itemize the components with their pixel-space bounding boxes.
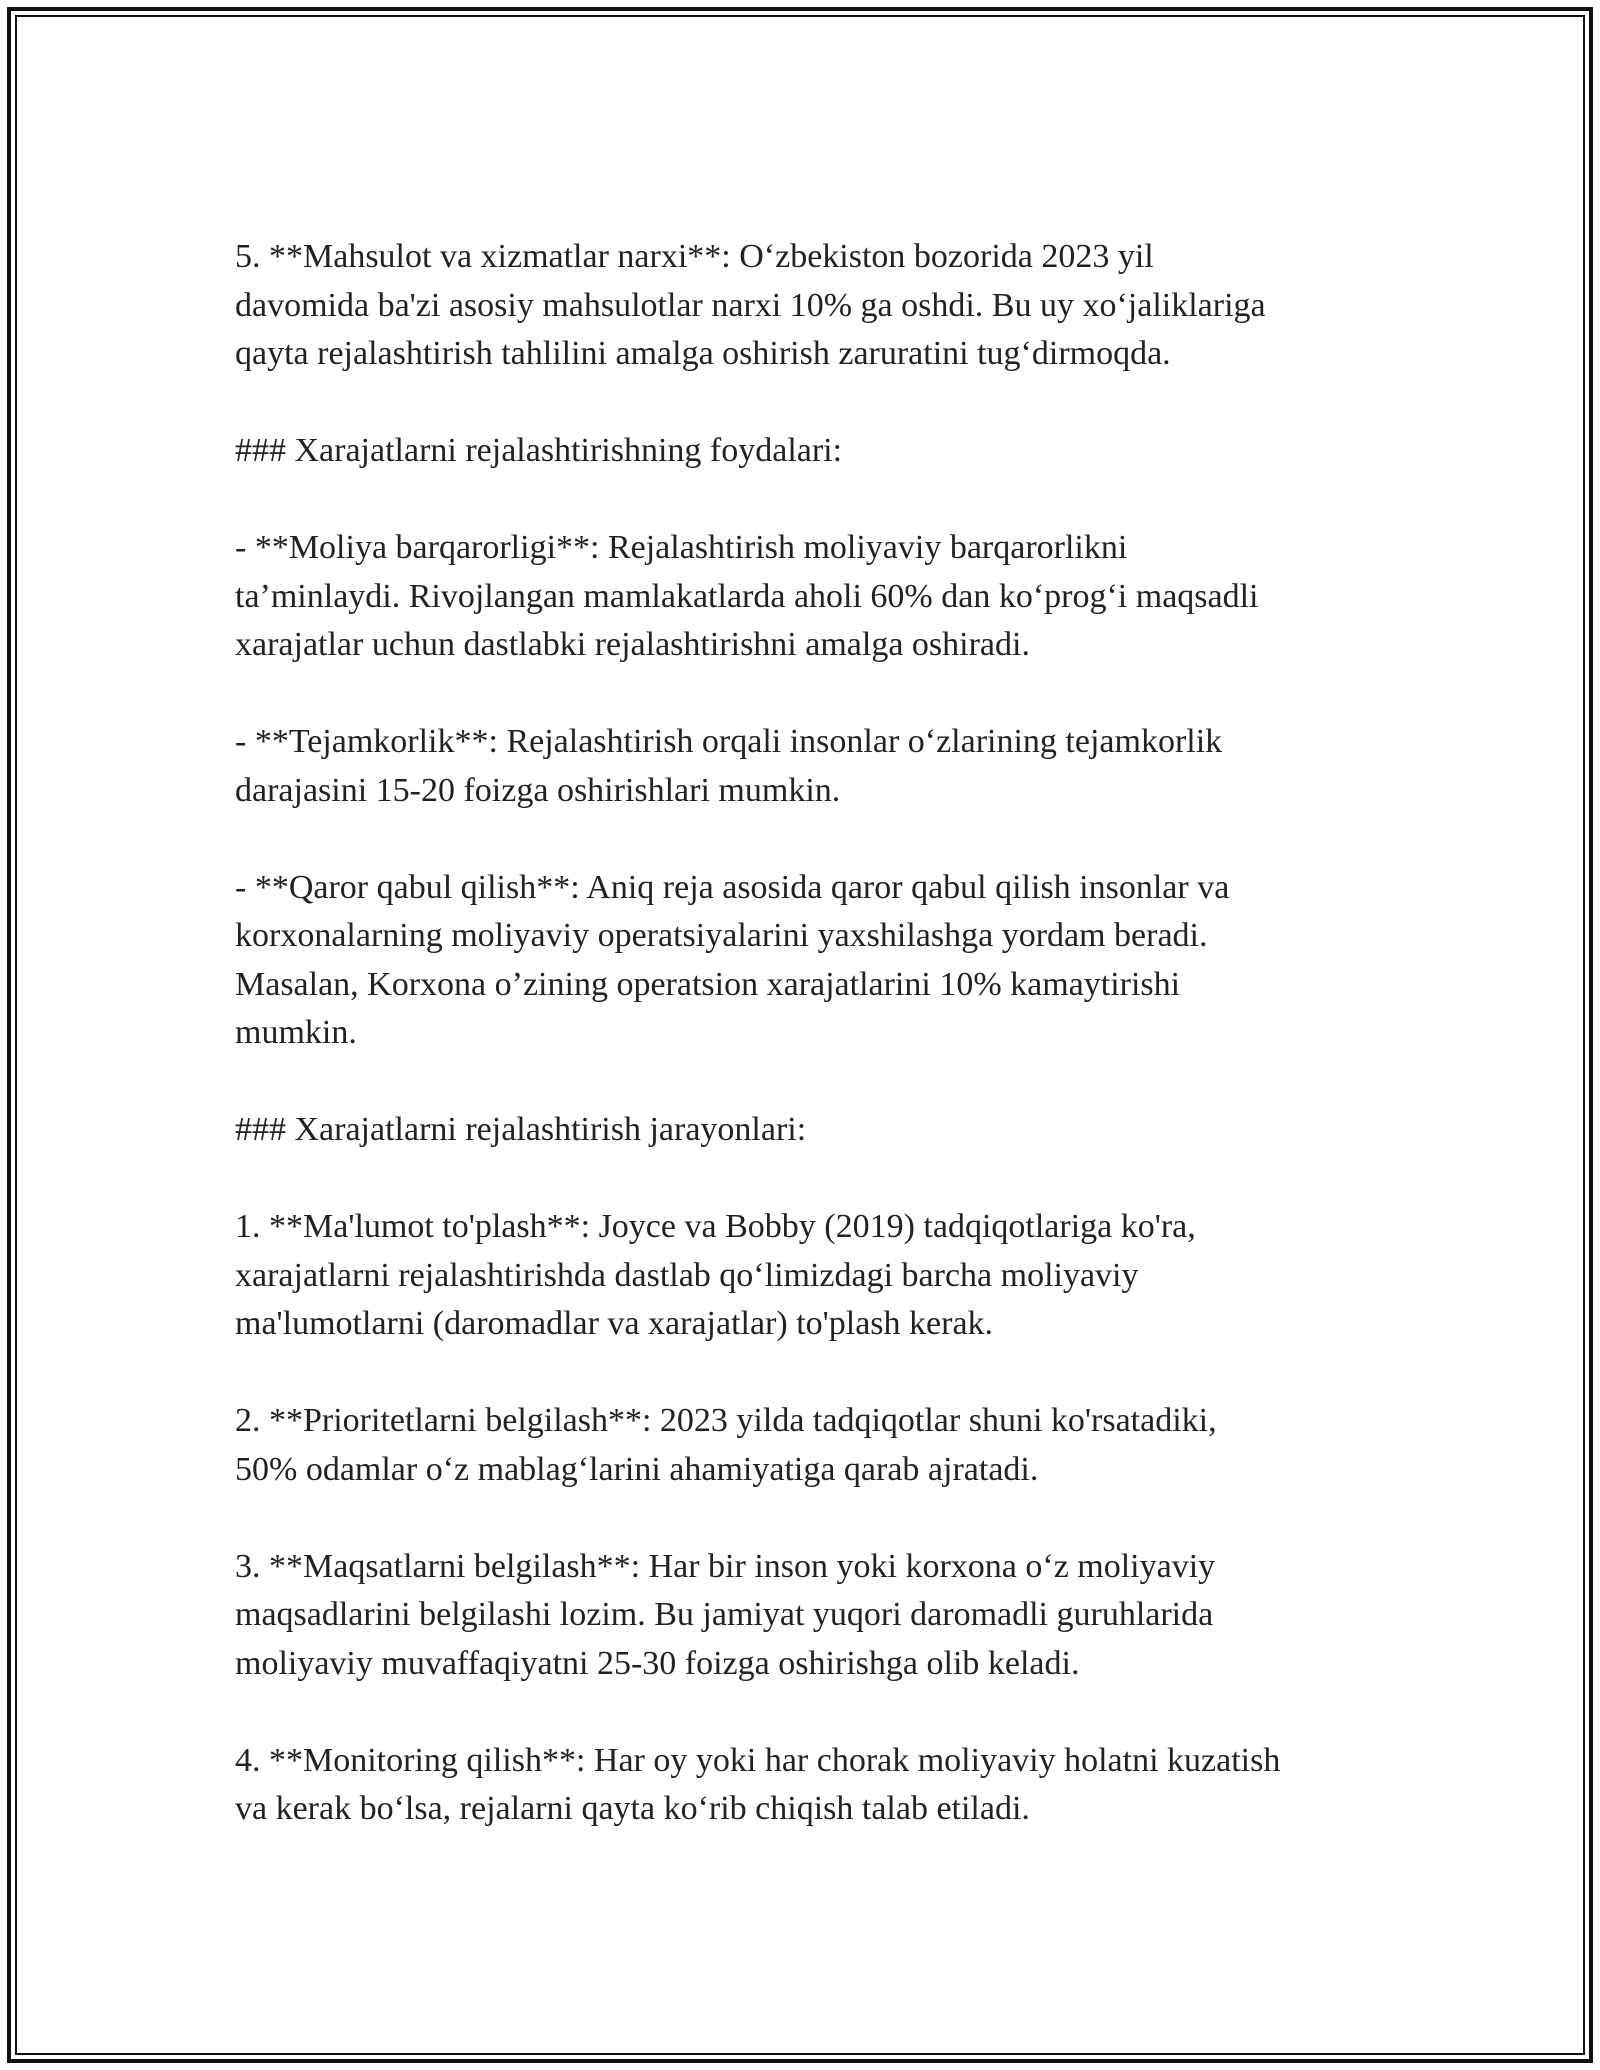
heading-planning-processes <box>235 1106 1385 1155</box>
text-line: va kerak bo‘lsa, rejalarni qayta ko‘rib chiqish talab etiladi. <box>235 1790 1030 1827</box>
text-line: 2. **Prioritetlarni belgilash**: 2023 yilda tadqiqotlar shuni ko'rsatadiki, <box>235 1402 1217 1439</box>
paragraph-data-collection <box>235 1203 1385 1349</box>
text-line: ma'lumotlarni (daromadlar va xarajatlar) to'plash kerak. <box>235 1305 994 1342</box>
heading-planning-benefits <box>235 427 1385 476</box>
text-line: davomida ba'zi asosiy mahsulotlar narxi 10% ga oshdi. Bu uy xo‘jaliklariga <box>235 286 1266 324</box>
text-line: xarajatlarni rejalashtirishda dastlab qo‘limizdagi barcha moliyaviy <box>235 1256 1139 1294</box>
text-line: 1. **Ma'lumot to'plash**: Joyce va Bobby (2019) tadqiqotlariga ko'ra, <box>235 1208 1196 1245</box>
paragraph-decision-making <box>235 864 1385 1058</box>
text-line: korxonalarning moliyaviy operatsiyalarini yaxshilashga yordam beradi. <box>235 917 1208 954</box>
text-line: maqsadlarini belgilashi lozim. Bu jamiyat yuqori daromadli guruhlarida <box>235 1596 1214 1633</box>
text-line: mumkin. <box>235 1014 357 1051</box>
text-line: 3. **Maqsatlarni belgilash**: Har bir inson yoki korxona o‘z moliyaviy <box>235 1547 1216 1585</box>
text-line: ### Xarajatlarni rejalashtirishning foydalari: <box>235 432 843 469</box>
paragraph-goals <box>235 1543 1385 1689</box>
text-line: moliyaviy muvaffaqiyatni 25-30 foizga oshirishga olib keladi. <box>235 1644 1080 1682</box>
text-line: 4. **Monitoring qilish**: Har oy yoki har chorak moliyaviy holatni kuzatish <box>235 1741 1281 1779</box>
text-line: 50% odamlar o‘z mablag‘larini ahamiyatiga qarab ajratadi. <box>235 1450 1039 1488</box>
text-line: qayta rejalashtirish tahlilini amalga oshirish zaruratini tug‘dirmoqda. <box>235 335 1171 372</box>
paragraph-price-increase <box>235 233 1385 379</box>
text-line: ### Xarajatlarni rejalashtirish jarayonlari: <box>235 1111 807 1148</box>
text-line: Masalan, Korxona o’zining operatsion xarajatlarini 10% kamaytirishi <box>235 965 1181 1003</box>
text-line: darajasini 15-20 foizga oshirishlari mumkin. <box>235 771 841 809</box>
paragraph-financial-stability <box>235 524 1385 670</box>
text-line: - **Qaror qabul qilish**: Aniq reja asosida qaror qabul qilish insonlar va <box>235 868 1230 906</box>
paragraph-priorities <box>235 1397 1385 1494</box>
text-line: - **Moliya barqarorligi**: Rejalashtirish moliyaviy barqarorlikni <box>235 529 1128 566</box>
text-line: ta’minlaydi. Rivojlangan mamlakatlarda aholi 60% dan ko‘prog‘i maqsadli <box>235 577 1259 615</box>
paragraph-savings <box>235 718 1385 815</box>
text-line: 5. **Mahsulot va xizmatlar narxi**: O‘zbekiston bozorida 2023 yil <box>235 238 1154 275</box>
paragraph-monitoring <box>235 1737 1385 1834</box>
text-line: xarajatlar uchun dastlabki rejalashtirishni amalga oshiradi. <box>235 626 1030 663</box>
document-body <box>235 233 1385 1882</box>
text-line: - **Tejamkorlik**: Rejalashtirish orqali insonlar o‘zlarining tejamkorlik <box>235 723 1223 760</box>
